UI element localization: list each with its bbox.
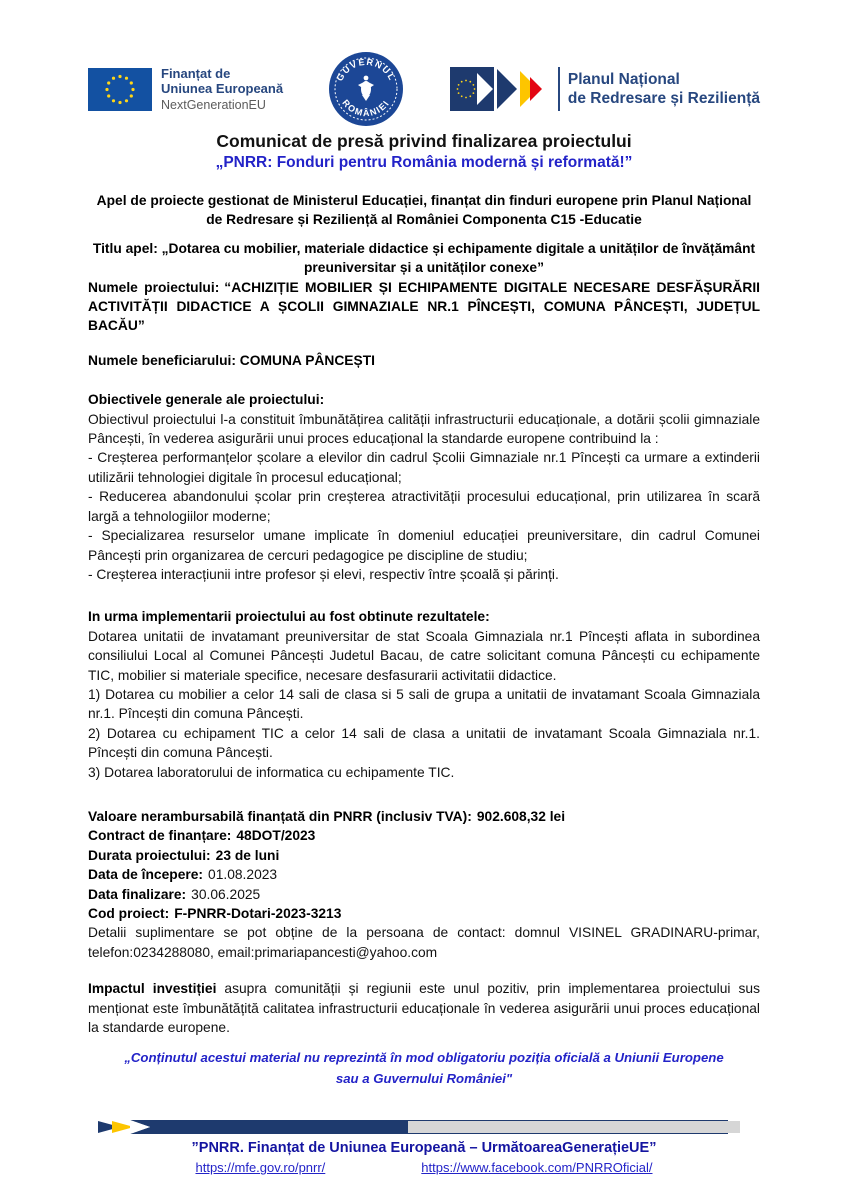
pnrr-logo-line1: Planul Național	[567, 71, 680, 88]
objective-item: - Specializarea resurselor umane implicate în domeniul educației preuniversitare, din cadrul Comunei Pâncești prin organizarea de cercuri pedagogice pe discipline de studiu;	[88, 528, 760, 563]
objectives-intro: Obiectivul proiectului l-a constituit îmbunătățirea calității infrastructurii educaționale, a dotării școlii gimnaziale Pâncești, în vederea asigurării unui proces educațional la standarde europene contribuind la :	[88, 411, 760, 447]
project-details	[88, 807, 760, 962]
eu-logo-line3: NextGenerationEU	[161, 97, 266, 112]
project-name-paragraph	[88, 278, 760, 336]
objective-item: - Reducerea abandonului școlar prin creșterea atractivității procesului educațional, prin utilizarea în scară largă a tehnologiilor moderne;	[88, 489, 760, 524]
page-title: Comunicat de presă privind finalizarea proiectului	[216, 131, 632, 151]
footer-link-mfe[interactable]: https://mfe.gov.ro/pnrr/	[195, 1160, 326, 1176]
impact-paragraph	[88, 979, 760, 1037]
header-logos	[88, 52, 760, 126]
footer-link-facebook[interactable]: https://www.facebook.com/PNRROficial/	[421, 1160, 653, 1176]
detail-row	[88, 865, 760, 884]
footer	[88, 1119, 760, 1176]
eu-funded-logo	[88, 66, 283, 113]
pnrr-logo	[450, 66, 760, 112]
detail-value: 23 de luni	[215, 847, 280, 863]
detail-label: Cod proiect:	[88, 906, 170, 921]
project-name-value: “ACHIZIȚIE MOBILIER ȘI ECHIPAMENTE DIGITALE NECESARE DESFĂȘURĂRII ACTIVITĂȚII DIDACTICE A ȘCOLII GIMNAZIALE NR.1 PÎNCEȘTI, COMUNA PÂNCEȘTI, JUDEȚUL BACĂU”	[88, 279, 761, 334]
results-heading: In urma implementarii proiectului au fost obtinute rezultatele:	[88, 609, 490, 625]
results-intro: Dotarea unitatii de invatamant preuniversitar de stat Scoala Gimnaziala nr.1 Pîncești aflata in subordinea consiliului Local al Comunei Pâncești Judetul Bacau, de catre solicitant comuna Pâncești cu echipamente TIC, mobilier si materiale specifice, necesare desfasurarii activitatii didactice.	[88, 628, 760, 683]
pnrr-logo-separator	[558, 67, 560, 111]
eu-flag-icon	[88, 68, 152, 111]
detail-label: Valoare nerambursabilă finanțată din PNRR (inclusiv TVA):	[88, 808, 472, 824]
detail-row	[88, 885, 760, 904]
gov-romania-seal-icon	[328, 51, 404, 127]
footer-arrow-icon	[96, 1119, 752, 1135]
detail-value: 01.08.2023	[208, 867, 278, 883]
detail-label: Data de începere:	[88, 867, 204, 883]
project-name-label: Numele proiectului:	[88, 279, 220, 295]
detail-row	[88, 846, 760, 865]
detail-label: Contract de finanțare:	[88, 828, 232, 844]
contact-line: Detalii suplimentare se pot obține de la persoana de contact: domnul VISINEL GRADINARU-primar, telefon:0234288080, email:primariapancesti@yahoo.com	[88, 925, 760, 960]
detail-row	[88, 904, 760, 923]
eu-logo-line1: Finanțat de	[161, 65, 231, 81]
impact-rest: asupra comunității și regiunii este unul pozitiv, prin implementarea proiectului sus menționat este îmbunătățită calitatea infrastructurii educaționale în vederea asigurării unui proces educațional la standarde europene.	[88, 981, 760, 1036]
objectives-heading: Obiectivele generale ale proiectului:	[88, 392, 325, 408]
result-item: 2) Dotarea cu echipament TIC a celor 14 sali de clasa a unitatii de invatamant Scoala Gimnaziala nr.1. Pîncești din comuna Pâncești.	[88, 725, 760, 761]
page-subtitle: „PNRR: Fonduri pentru România modernă și reformată!”	[215, 154, 633, 171]
detail-value: 30.06.2025	[191, 886, 261, 902]
footer-slogan: ”PNRR. Finanțat de Uniunea Europeană – UrmătoareaGenerațieUE”	[191, 1140, 657, 1157]
gov-seal-top-text: GUVERNUL	[334, 56, 399, 83]
impact-lead: Impactul investiției	[88, 981, 217, 997]
gov-seal-bottom-text: ROMÂNIEI	[340, 97, 393, 119]
objective-item: - Creșterea interacțiunii intre profesor și elevi, respectiv între școală și părinți.	[88, 566, 559, 582]
pnrr-logo-line2: de Redresare și Reziliență	[567, 90, 760, 107]
objective-item: - Creșterea performanțelor școlare a elevilor din cadrul Școlii Gimnaziale nr.1 Pîncești ca urmare a extinderii utilizării tehnologiei digitale în procesul educațional;	[88, 450, 760, 485]
pnrr-arrows-icon	[450, 66, 552, 112]
detail-value: 48DOT/2023	[236, 828, 316, 844]
result-item: 1) Dotarea cu mobilier a celor 14 sali de clasa si 5 sali de grupa a unitatii de invatamant Scoala Gimnaziala nr.1. Pîncești din comuna Pâncești.	[88, 686, 760, 722]
beneficiary-line: Numele beneficiarului: COMUNA PÂNCEȘTI	[88, 352, 375, 368]
detail-row	[88, 807, 760, 826]
eu-logo-line2: Uniunea Europeană	[161, 80, 284, 96]
call-description: Apel de proiecte gestionat de Ministerul Educației, finanțat din finduri europene prin Planul Național de Redresare și Reziliență al României Componenta C15 -Educatie	[96, 193, 752, 228]
detail-value: F-PNRR-Dotari-2023-3213	[174, 906, 342, 921]
eu-disclaimer: „Conținutul acestui material nu reprezintă în mod obligatoriu poziția oficială a Uniunii Europene sau a Guvernului României"	[124, 1050, 724, 1087]
detail-label: Data finalizare:	[88, 886, 187, 902]
detail-label: Durata proiectului:	[88, 847, 211, 863]
result-item: 3) Dotarea laboratorului de informatica cu echipamente TIC.	[88, 764, 455, 780]
call-title: Titlu apel: „Dotarea cu mobilier, materiale didactice și echipamente digitale a unităților de învățământ preuniversitar și a unităților conexe”	[92, 240, 756, 276]
detail-row	[88, 826, 760, 845]
detail-value: 902.608,32 lei	[476, 808, 566, 824]
